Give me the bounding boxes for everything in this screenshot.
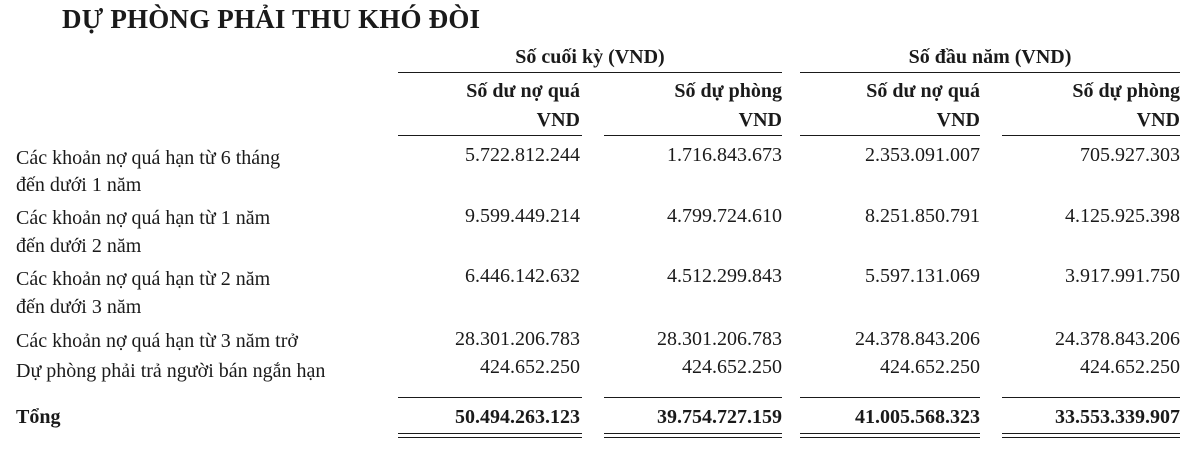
column-header-label: Số dư nợ quá [466, 80, 580, 102]
total-rule-top [604, 397, 782, 398]
table-cell: 4.125.925.398 [1065, 205, 1180, 227]
table-cell: 4.512.299.843 [667, 265, 782, 287]
column-header-label: Số dư nợ quá [866, 80, 980, 102]
table-cell: 424.652.250 [880, 356, 980, 378]
total-cell: 33.553.339.907 [1055, 406, 1180, 428]
column-header-unit: VND [1136, 109, 1180, 131]
total-double-rule [398, 437, 582, 438]
total-double-rule [604, 433, 782, 434]
total-rule-top [398, 397, 582, 398]
group-underline [398, 72, 782, 73]
total-cell: 50.494.263.123 [455, 406, 580, 428]
total-double-rule [604, 437, 782, 438]
table-cell: 5.722.812.244 [465, 144, 580, 166]
total-rule-top [1002, 397, 1180, 398]
table-cell: 5.597.131.069 [865, 265, 980, 287]
table-cell: 24.378.843.206 [855, 328, 980, 350]
table-cell: 3.917.991.750 [1065, 265, 1180, 287]
row-label: Các khoản nợ quá hạn từ 3 năm trở [16, 330, 298, 352]
table-cell: 9.599.449.214 [465, 205, 580, 227]
column-underline [398, 135, 582, 136]
column-underline [604, 135, 782, 136]
column-header-label: Số dự phòng [1072, 80, 1180, 102]
table-cell: 1.716.843.673 [667, 144, 782, 166]
group-underline [800, 72, 1180, 73]
column-underline [800, 135, 980, 136]
table-cell: 2.353.091.007 [865, 144, 980, 166]
total-double-rule [1002, 433, 1180, 434]
row-label: Các khoản nợ quá hạn từ 2 năm [16, 268, 271, 290]
column-header-unit: VND [536, 109, 580, 131]
table-cell: 424.652.250 [1080, 356, 1180, 378]
column-header-unit: VND [936, 109, 980, 131]
table-cell: 8.251.850.791 [865, 205, 980, 227]
table-cell: 24.378.843.206 [1055, 328, 1180, 350]
column-header-label: Số dự phòng [674, 80, 782, 102]
column-underline [1002, 135, 1180, 136]
total-cell: 39.754.727.159 [657, 406, 782, 428]
table-cell: 424.652.250 [682, 356, 782, 378]
table-cell: 705.927.303 [1080, 144, 1180, 166]
table-cell: 6.446.142.632 [465, 265, 580, 287]
row-label-continued: đến dưới 1 năm [16, 174, 142, 196]
total-double-rule [398, 433, 582, 434]
table-cell: 424.652.250 [480, 356, 580, 378]
group-header-beginning-of-year: Số đầu năm (VND) [908, 46, 1072, 68]
column-header-unit: VND [738, 109, 782, 131]
total-cell: 41.005.568.323 [855, 406, 980, 428]
table-cell: 4.799.724.610 [667, 205, 782, 227]
table-cell: 28.301.206.783 [657, 328, 782, 350]
row-label-continued: đến dưới 3 năm [16, 296, 142, 318]
total-double-rule [800, 433, 980, 434]
table-cell: 28.301.206.783 [455, 328, 580, 350]
row-label-continued: đến dưới 2 năm [16, 235, 142, 257]
row-label: Các khoản nợ quá hạn từ 6 tháng [16, 147, 281, 169]
row-label: Dự phòng phải trả người bán ngắn hạn [16, 360, 326, 382]
total-label: Tổng [16, 406, 61, 428]
total-double-rule [1002, 437, 1180, 438]
group-header-end-of-period: Số cuối kỳ (VND) [515, 46, 665, 68]
page-title: DỰ PHÒNG PHẢI THU KHÓ ĐÒI [62, 4, 481, 34]
total-rule-top [800, 397, 980, 398]
total-double-rule [800, 437, 980, 438]
row-label: Các khoản nợ quá hạn từ 1 năm [16, 207, 271, 229]
